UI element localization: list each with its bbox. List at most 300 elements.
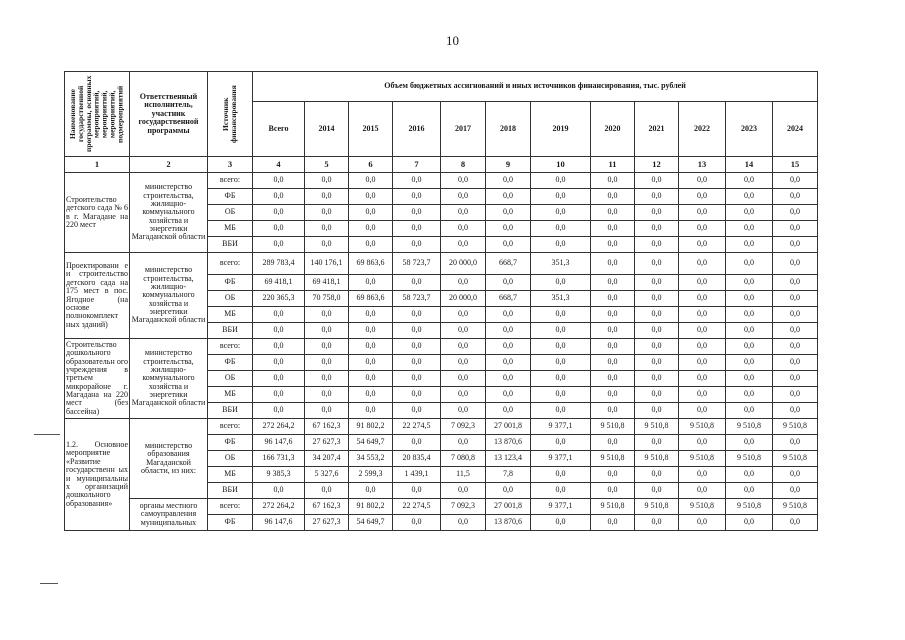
value-cell: 9 510,8	[679, 499, 726, 515]
value-cell: 20 835,4	[393, 451, 441, 467]
value-cell: 0,0	[726, 403, 773, 419]
value-cell: 0,0	[486, 483, 531, 499]
funding-source: ОБ	[208, 451, 253, 467]
value-cell: 0,0	[726, 515, 773, 531]
value-cell: 9 510,8	[773, 451, 818, 467]
value-cell: 0,0	[726, 173, 773, 189]
value-cell: 2 599,3	[349, 467, 393, 483]
value-cell: 34 553,2	[349, 451, 393, 467]
value-cell: 140 176,1	[305, 253, 349, 275]
measure-name: Строительство дошкольного образовательн ого учреждения в третьем микрорайоне г. Магадана на 220 мест (без бассейна)	[65, 339, 130, 419]
value-cell: 0,0	[635, 483, 679, 499]
header-row-top	[65, 72, 818, 102]
value-cell: 22 274,5	[393, 419, 441, 435]
value-cell: 0,0	[591, 371, 635, 387]
value-cell: 0,0	[726, 307, 773, 323]
value-cell: 0,0	[679, 483, 726, 499]
value-cell: 9 510,8	[635, 499, 679, 515]
column-number-8: 8	[441, 157, 486, 173]
value-cell: 0,0	[486, 403, 531, 419]
header-year-1: 2014	[305, 102, 349, 157]
header-year-10: 2023	[726, 102, 773, 157]
value-cell: 0,0	[635, 173, 679, 189]
value-cell: 0,0	[393, 323, 441, 339]
value-cell: 166 731,3	[253, 451, 305, 467]
value-cell: 0,0	[531, 371, 591, 387]
value-cell: 20 000,0	[441, 253, 486, 275]
header-year-4: 2017	[441, 102, 486, 157]
value-cell: 9 377,1	[531, 419, 591, 435]
value-cell: 0,0	[349, 221, 393, 237]
executor-name: министерство строительства, жилищно-коммунального хозяйства и энергетики Магаданской области	[130, 173, 208, 253]
value-cell: 0,0	[349, 173, 393, 189]
value-cell: 0,0	[679, 205, 726, 221]
value-cell: 0,0	[441, 339, 486, 355]
value-cell: 9 510,8	[773, 419, 818, 435]
value-cell: 0,0	[679, 173, 726, 189]
value-cell: 9 377,1	[531, 451, 591, 467]
value-cell: 0,0	[679, 323, 726, 339]
margin-tick-1	[34, 434, 60, 435]
value-cell: 0,0	[635, 237, 679, 253]
funding-source: ФБ	[208, 189, 253, 205]
value-cell: 0,0	[635, 307, 679, 323]
value-cell: 96 147,6	[253, 435, 305, 451]
value-cell: 0,0	[726, 387, 773, 403]
value-cell: 0,0	[441, 387, 486, 403]
value-cell: 0,0	[591, 275, 635, 291]
value-cell: 0,0	[679, 403, 726, 419]
value-cell: 0,0	[531, 435, 591, 451]
value-cell: 58 723,7	[393, 253, 441, 275]
value-cell: 0,0	[531, 307, 591, 323]
value-cell: 0,0	[486, 307, 531, 323]
value-cell: 0,0	[635, 205, 679, 221]
header-year-9: 2022	[679, 102, 726, 157]
value-cell: 0,0	[773, 515, 818, 531]
table-row	[65, 499, 818, 515]
value-cell: 34 207,4	[305, 451, 349, 467]
value-cell: 0,0	[591, 237, 635, 253]
value-cell: 0,0	[773, 483, 818, 499]
value-cell: 0,0	[531, 205, 591, 221]
value-cell: 9 510,8	[591, 499, 635, 515]
value-cell: 0,0	[773, 173, 818, 189]
value-cell: 0,0	[393, 189, 441, 205]
value-cell: 0,0	[591, 339, 635, 355]
value-cell: 0,0	[591, 173, 635, 189]
value-cell: 0,0	[591, 403, 635, 419]
value-cell: 20 000,0	[441, 291, 486, 307]
value-cell: 0,0	[441, 221, 486, 237]
column-number-11: 11	[591, 157, 635, 173]
value-cell: 0,0	[349, 483, 393, 499]
value-cell: 0,0	[726, 291, 773, 307]
value-cell: 0,0	[591, 205, 635, 221]
value-cell: 0,0	[486, 205, 531, 221]
value-cell: 0,0	[773, 253, 818, 275]
funding-source: ОБ	[208, 371, 253, 387]
value-cell: 0,0	[635, 323, 679, 339]
value-cell: 0,0	[441, 173, 486, 189]
value-cell: 9 510,8	[726, 499, 773, 515]
value-cell: 0,0	[393, 339, 441, 355]
value-cell: 69 418,1	[305, 275, 349, 291]
header-source-text: Источник финансирования	[221, 85, 238, 143]
value-cell: 0,0	[635, 515, 679, 531]
value-cell: 0,0	[305, 323, 349, 339]
funding-source: всего:	[208, 253, 253, 275]
value-cell: 70 758,0	[305, 291, 349, 307]
value-cell: 0,0	[591, 323, 635, 339]
value-cell: 9 510,8	[679, 419, 726, 435]
table-row	[65, 253, 818, 275]
value-cell: 27 627,3	[305, 435, 349, 451]
value-cell: 0,0	[531, 237, 591, 253]
value-cell: 0,0	[253, 189, 305, 205]
value-cell: 0,0	[531, 189, 591, 205]
value-cell: 0,0	[635, 253, 679, 275]
value-cell: 0,0	[726, 205, 773, 221]
value-cell: 0,0	[531, 221, 591, 237]
value-cell: 0,0	[726, 275, 773, 291]
value-cell: 0,0	[531, 339, 591, 355]
value-cell: 0,0	[726, 221, 773, 237]
value-cell: 0,0	[253, 339, 305, 355]
value-cell: 0,0	[726, 483, 773, 499]
value-cell: 0,0	[635, 387, 679, 403]
value-cell: 0,0	[591, 291, 635, 307]
value-cell: 0,0	[441, 307, 486, 323]
value-cell: 9 377,1	[531, 499, 591, 515]
value-cell: 0,0	[305, 237, 349, 253]
column-number-1: 1	[65, 157, 130, 173]
value-cell: 0,0	[253, 221, 305, 237]
column-number-12: 12	[635, 157, 679, 173]
header-year-8: 2021	[635, 102, 679, 157]
value-cell: 0,0	[679, 387, 726, 403]
value-cell: 0,0	[441, 355, 486, 371]
value-cell: 0,0	[349, 275, 393, 291]
value-cell: 0,0	[393, 221, 441, 237]
value-cell: 9 510,8	[726, 451, 773, 467]
value-cell: 22 274,5	[393, 499, 441, 515]
header-year-7: 2020	[591, 102, 635, 157]
value-cell: 0,0	[635, 371, 679, 387]
header-year-3: 2016	[393, 102, 441, 157]
measure-name: Проектировани е и строительство детского сада на 175 мест в пос. Ягодное (на основе полнокомплект ных зданий)	[65, 253, 130, 339]
value-cell: 11,5	[441, 467, 486, 483]
value-cell: 0,0	[726, 467, 773, 483]
value-cell: 0,0	[773, 307, 818, 323]
value-cell: 5 327,6	[305, 467, 349, 483]
value-cell: 7 092,3	[441, 499, 486, 515]
column-number-9: 9	[486, 157, 531, 173]
value-cell: 13 123,4	[486, 451, 531, 467]
value-cell: 9 510,8	[591, 451, 635, 467]
column-number-6: 6	[349, 157, 393, 173]
value-cell: 0,0	[726, 189, 773, 205]
funding-source: всего:	[208, 339, 253, 355]
funding-source: всего:	[208, 173, 253, 189]
value-cell: 0,0	[305, 371, 349, 387]
value-cell: 0,0	[253, 387, 305, 403]
value-cell: 0,0	[253, 237, 305, 253]
column-number-15: 15	[773, 157, 818, 173]
value-cell: 91 802,2	[349, 419, 393, 435]
value-cell: 0,0	[441, 323, 486, 339]
value-cell: 0,0	[773, 355, 818, 371]
executor-name-secondary: органы местного самоуправления муниципальных	[130, 499, 208, 531]
funding-source: всего:	[208, 419, 253, 435]
value-cell: 0,0	[635, 275, 679, 291]
value-cell: 0,0	[441, 435, 486, 451]
value-cell: 0,0	[253, 307, 305, 323]
value-cell: 0,0	[531, 275, 591, 291]
table-row	[65, 173, 818, 189]
value-cell: 0,0	[441, 205, 486, 221]
value-cell: 0,0	[531, 323, 591, 339]
value-cell: 9 385,3	[253, 467, 305, 483]
value-cell: 0,0	[393, 205, 441, 221]
value-cell: 0,0	[679, 189, 726, 205]
value-cell: 0,0	[773, 467, 818, 483]
funding-source: ФБ	[208, 355, 253, 371]
value-cell: 0,0	[253, 173, 305, 189]
executor-name: министерство образования Магаданской области, из них:	[130, 419, 208, 499]
column-number-7: 7	[393, 157, 441, 173]
value-cell: 69 863,6	[349, 253, 393, 275]
value-cell: 0,0	[441, 275, 486, 291]
value-cell: 0,0	[486, 275, 531, 291]
value-cell: 0,0	[726, 371, 773, 387]
value-cell: 0,0	[305, 205, 349, 221]
value-cell: 9 510,8	[773, 499, 818, 515]
table-row	[65, 339, 818, 355]
value-cell: 0,0	[773, 323, 818, 339]
value-cell: 0,0	[726, 253, 773, 275]
header-executor: Ответственный исполнитель, участник государственной программы	[130, 72, 208, 157]
measure-name: Строительство детского сада № 6 в г. Магадане на 220 мест	[65, 173, 130, 253]
value-cell: 0,0	[591, 387, 635, 403]
header-year-11: 2024	[773, 102, 818, 157]
value-cell: 1 439,1	[393, 467, 441, 483]
value-cell: 9 510,8	[635, 419, 679, 435]
value-cell: 0,0	[679, 435, 726, 451]
value-cell: 272 264,2	[253, 419, 305, 435]
value-cell: 0,0	[773, 387, 818, 403]
value-cell: 27 627,3	[305, 515, 349, 531]
funding-source: ФБ	[208, 515, 253, 531]
value-cell: 0,0	[305, 339, 349, 355]
value-cell: 0,0	[679, 253, 726, 275]
table-row	[65, 419, 818, 435]
value-cell: 0,0	[349, 237, 393, 253]
value-cell: 668,7	[486, 291, 531, 307]
value-cell: 0,0	[393, 275, 441, 291]
value-cell: 67 162,3	[305, 499, 349, 515]
value-cell: 0,0	[393, 355, 441, 371]
value-cell: 0,0	[349, 307, 393, 323]
value-cell: 9 510,8	[635, 451, 679, 467]
value-cell: 0,0	[305, 221, 349, 237]
value-cell: 0,0	[486, 339, 531, 355]
value-cell: 0,0	[253, 403, 305, 419]
funding-source: МБ	[208, 387, 253, 403]
value-cell: 0,0	[486, 371, 531, 387]
funding-source: ОБ	[208, 205, 253, 221]
value-cell: 0,0	[773, 371, 818, 387]
value-cell: 0,0	[635, 339, 679, 355]
value-cell: 96 147,6	[253, 515, 305, 531]
value-cell: 0,0	[726, 355, 773, 371]
value-cell: 9 510,8	[679, 451, 726, 467]
value-cell: 0,0	[531, 403, 591, 419]
header-source	[208, 72, 253, 157]
value-cell: 0,0	[486, 189, 531, 205]
value-cell: 0,0	[393, 173, 441, 189]
value-cell: 0,0	[253, 483, 305, 499]
value-cell: 0,0	[773, 403, 818, 419]
value-cell: 0,0	[349, 339, 393, 355]
value-cell: 0,0	[441, 403, 486, 419]
column-number-13: 13	[679, 157, 726, 173]
value-cell: 0,0	[591, 253, 635, 275]
value-cell: 0,0	[393, 237, 441, 253]
value-cell: 69 863,6	[349, 291, 393, 307]
value-cell: 0,0	[253, 205, 305, 221]
value-cell: 0,0	[486, 221, 531, 237]
value-cell: 0,0	[773, 221, 818, 237]
value-cell: 0,0	[531, 387, 591, 403]
value-cell: 0,0	[679, 221, 726, 237]
executor-name: министерство строительства, жилищно-коммунального хозяйства и энергетики Магаданской области	[130, 339, 208, 419]
value-cell: 0,0	[305, 173, 349, 189]
funding-source: ВБИ	[208, 403, 253, 419]
value-cell: 0,0	[591, 189, 635, 205]
funding-source: ВБИ	[208, 323, 253, 339]
value-cell: 0,0	[679, 467, 726, 483]
value-cell: 0,0	[305, 387, 349, 403]
value-cell: 0,0	[349, 403, 393, 419]
value-cell: 0,0	[349, 387, 393, 403]
value-cell: 27 001,8	[486, 499, 531, 515]
value-cell: 272 264,2	[253, 499, 305, 515]
value-cell: 0,0	[591, 307, 635, 323]
value-cell: 0,0	[305, 307, 349, 323]
value-cell: 0,0	[486, 387, 531, 403]
value-cell: 7,8	[486, 467, 531, 483]
value-cell: 0,0	[773, 275, 818, 291]
value-cell: 668,7	[486, 253, 531, 275]
value-cell: 0,0	[591, 467, 635, 483]
value-cell: 0,0	[393, 483, 441, 499]
value-cell: 0,0	[773, 205, 818, 221]
value-cell: 0,0	[773, 237, 818, 253]
value-cell: 0,0	[253, 371, 305, 387]
value-cell: 0,0	[531, 173, 591, 189]
value-cell: 0,0	[531, 355, 591, 371]
value-cell: 0,0	[486, 355, 531, 371]
value-cell: 0,0	[393, 387, 441, 403]
value-cell: 0,0	[349, 323, 393, 339]
value-cell: 0,0	[305, 355, 349, 371]
value-cell: 0,0	[726, 323, 773, 339]
value-cell: 0,0	[349, 205, 393, 221]
budget-table	[64, 71, 818, 531]
value-cell: 0,0	[591, 483, 635, 499]
value-cell: 0,0	[349, 355, 393, 371]
value-cell: 0,0	[305, 403, 349, 419]
funding-source: ВБИ	[208, 237, 253, 253]
value-cell: 0,0	[393, 371, 441, 387]
margin-tick-2	[40, 583, 58, 584]
value-cell: 0,0	[531, 515, 591, 531]
value-cell: 0,0	[591, 515, 635, 531]
value-cell: 0,0	[773, 435, 818, 451]
value-cell: 0,0	[679, 355, 726, 371]
column-number-14: 14	[726, 157, 773, 173]
funding-source: всего:	[208, 499, 253, 515]
value-cell: 69 418,1	[253, 275, 305, 291]
value-cell: 0,0	[441, 515, 486, 531]
value-cell: 0,0	[635, 291, 679, 307]
column-number-5: 5	[305, 157, 349, 173]
value-cell: 9 510,8	[591, 419, 635, 435]
value-cell: 0,0	[486, 237, 531, 253]
funding-source: МБ	[208, 221, 253, 237]
funding-source: ФБ	[208, 435, 253, 451]
value-cell: 0,0	[349, 189, 393, 205]
value-cell: 0,0	[773, 189, 818, 205]
value-cell: 0,0	[635, 355, 679, 371]
value-cell: 0,0	[305, 483, 349, 499]
funding-source: МБ	[208, 307, 253, 323]
value-cell: 0,0	[486, 323, 531, 339]
column-number-2: 2	[130, 157, 208, 173]
value-cell: 0,0	[393, 307, 441, 323]
value-cell: 91 802,2	[349, 499, 393, 515]
value-cell: 7 092,3	[441, 419, 486, 435]
funding-source: ОБ	[208, 291, 253, 307]
value-cell: 0,0	[773, 339, 818, 355]
value-cell: 0,0	[679, 307, 726, 323]
header-name	[65, 72, 130, 157]
value-cell: 0,0	[531, 483, 591, 499]
value-cell: 0,0	[635, 435, 679, 451]
value-cell: 0,0	[441, 189, 486, 205]
value-cell: 0,0	[591, 221, 635, 237]
header-budget-group: Объем бюджетных ассигнований и иных источников финансирования, тыс. рублей	[253, 72, 818, 102]
value-cell: 289 783,4	[253, 253, 305, 275]
value-cell: 351,3	[531, 291, 591, 307]
column-number-3: 3	[208, 157, 253, 173]
executor-name: министерство строительства, жилищно-коммунального хозяйства и энергетики Магаданской области	[130, 253, 208, 339]
value-cell: 0,0	[393, 403, 441, 419]
value-cell: 58 723,7	[393, 291, 441, 307]
column-numbers-row	[65, 157, 818, 173]
value-cell: 0,0	[635, 189, 679, 205]
value-cell: 0,0	[679, 291, 726, 307]
value-cell: 67 162,3	[305, 419, 349, 435]
value-cell: 0,0	[253, 355, 305, 371]
value-cell: 0,0	[679, 339, 726, 355]
header-year-2: 2015	[349, 102, 393, 157]
value-cell: 0,0	[305, 189, 349, 205]
value-cell: 0,0	[393, 435, 441, 451]
value-cell: 0,0	[441, 237, 486, 253]
value-cell: 54 649,7	[349, 435, 393, 451]
